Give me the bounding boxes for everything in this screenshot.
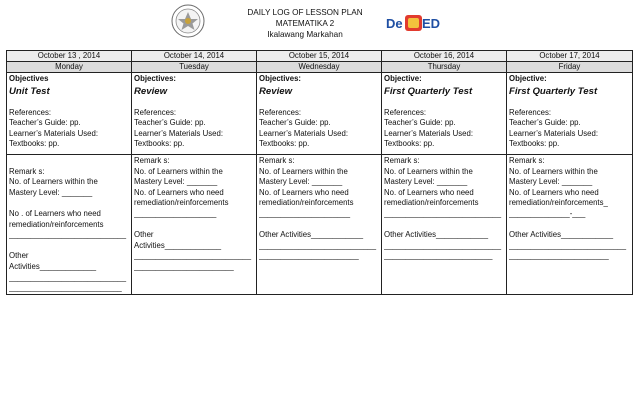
- blank-line: [509, 220, 630, 231]
- remarks-cell: [132, 155, 257, 295]
- remark-line: No. of Learners within the: [9, 177, 98, 187]
- remark-line: Mastery Level: _______: [9, 187, 93, 197]
- remark-line: No . of Learners who need: [9, 208, 101, 218]
- day-cell: Friday: [507, 62, 633, 73]
- remark-line: Remark s:: [384, 156, 420, 165]
- remark-line: No. of Learners within the: [259, 166, 348, 176]
- remark-line: remediation/reinforcements: [384, 198, 479, 208]
- blank-line: [259, 220, 379, 231]
- date-cell: October 13 , 2014: [7, 51, 132, 62]
- objectives-cell: [257, 73, 382, 155]
- blank-line: [134, 220, 254, 231]
- remark-line: No. of Learners who need: [509, 187, 599, 197]
- references-line: Learner’s Materials Used:: [9, 128, 98, 138]
- references-line: References:: [509, 107, 552, 117]
- remark-line: Mastery Level: _______: [384, 177, 468, 187]
- remark-line: Remark s:: [134, 156, 170, 165]
- references-line: Learner’s Materials Used:: [509, 128, 598, 138]
- objective-title: Unit Test: [9, 85, 50, 97]
- remark-line: ___________________: [134, 208, 217, 218]
- date-cell: October 17, 2014: [507, 51, 633, 62]
- remark-line: Mastery Level: _______: [509, 177, 593, 187]
- objectives-cell: [7, 73, 132, 155]
- deped-logo-icon: [385, 12, 443, 34]
- remark-line: remediation/reinforcements_: [509, 198, 608, 208]
- references-line: Learner’s Materials Used:: [259, 128, 348, 138]
- day-cell: Monday: [7, 62, 132, 73]
- remarks-cell: [507, 155, 633, 295]
- remark-line: No. of Learners who need: [259, 187, 349, 197]
- remark-line: _______________________: [509, 251, 609, 261]
- remark-line: Activities_____________: [9, 261, 97, 271]
- remark-line: remediation/reinforcements: [259, 198, 354, 208]
- references-line: Textbooks: pp.: [9, 139, 60, 149]
- references-line: Textbooks: pp.: [509, 139, 560, 149]
- remarks-cell: [382, 155, 507, 295]
- objective-title: Review: [134, 85, 168, 97]
- document-titles: [205, 7, 405, 40]
- remarks-cell: [257, 155, 382, 295]
- references-line: Textbooks: pp.: [384, 139, 435, 149]
- lesson-log-table: [6, 50, 633, 295]
- remark-line: No. of Learners within the: [384, 166, 473, 176]
- objectives-label: Objectives: [9, 74, 49, 83]
- day-cell: Wednesday: [257, 62, 382, 73]
- remark-line: ___________________________: [9, 230, 127, 240]
- remark-line: Remark s:: [509, 156, 545, 165]
- references-line: Teacher’s Guide: pp.: [509, 118, 581, 128]
- deped-seal-icon: [171, 4, 205, 38]
- remark-line: No. of Learners within the: [134, 166, 223, 176]
- remark-line: No. of Learners within the: [509, 166, 598, 176]
- objective-title: First Quarterly Test: [384, 85, 473, 97]
- references-line: Learner’s Materials Used:: [384, 128, 473, 138]
- date-cell: October 14, 2014: [132, 51, 257, 62]
- remark-line: _______________________: [259, 251, 359, 261]
- remark-line: Other Activities____________: [259, 230, 364, 240]
- objectives-cell: [382, 73, 507, 155]
- blank-line: [384, 220, 504, 231]
- remark-line: __________________________: [9, 283, 122, 293]
- references-line: References:: [9, 107, 52, 117]
- objectives-row: [7, 73, 633, 155]
- remark-line: _____________________: [259, 208, 351, 218]
- blank-line: [9, 241, 129, 252]
- references-line: Textbooks: pp.: [259, 139, 310, 149]
- remark-line: ______________-___: [509, 208, 586, 218]
- blank-line: [9, 198, 129, 209]
- page-header: [0, 0, 638, 50]
- references-line: Textbooks: pp.: [134, 139, 185, 149]
- remark-line: ___________________________: [259, 240, 377, 250]
- remarks-cell: [7, 155, 132, 295]
- references-line: References:: [259, 107, 302, 117]
- remark-line: ___________________________: [9, 272, 127, 282]
- objective-title: First Quarterly Test: [509, 85, 598, 97]
- days-row: [7, 62, 633, 73]
- objectives-label: Objectives:: [259, 74, 302, 83]
- date-cell: October 15, 2014: [257, 51, 382, 62]
- day-cell: Thursday: [382, 62, 507, 73]
- remark-line: ___________________________: [509, 240, 627, 250]
- references-line: Teacher’s Guide: pp.: [259, 118, 331, 128]
- objective-title: Review: [259, 85, 293, 97]
- remark-line: Remark s:: [259, 156, 295, 165]
- remark-line: ___________________________: [134, 251, 252, 261]
- remark-line: No. of Learners who need: [134, 187, 224, 197]
- svg-text:De: De: [386, 16, 403, 31]
- references-line: Learner’s Materials Used:: [134, 128, 223, 138]
- doc-quarter: Ikalawang Markahan: [267, 30, 343, 39]
- remark-line: remediation/reinforcements: [134, 198, 229, 208]
- objectives-cell: [507, 73, 633, 155]
- doc-subject: MATEMATIKA 2: [275, 19, 335, 28]
- remark-line: No. of Learners who need: [384, 187, 474, 197]
- objectives-label: Objective:: [384, 74, 422, 83]
- remark-line: Other: [9, 251, 29, 261]
- date-cell: October 16, 2014: [382, 51, 507, 62]
- references-line: References:: [384, 107, 427, 117]
- remark-line: remediation/reinforcements: [9, 219, 104, 229]
- doc-title: DAILY LOG OF LESSON PLAN: [247, 8, 363, 17]
- remark-line: ___________________________: [384, 240, 502, 250]
- remark-line: _______________________: [134, 261, 234, 271]
- references-line: Teacher’s Guide: pp.: [384, 118, 456, 128]
- objectives-label: Objective:: [509, 74, 547, 83]
- svg-text:ED: ED: [422, 16, 441, 31]
- remark-line: _________________________: [384, 251, 493, 261]
- references-line: Teacher’s Guide: pp.: [134, 118, 206, 128]
- remark-line: Activities_____________: [134, 240, 222, 250]
- remarks-row: [7, 155, 633, 295]
- remark-line: ___________________________: [384, 208, 502, 218]
- remark-line: Other Activities____________: [509, 230, 614, 240]
- references-line: Teacher’s Guide: pp.: [9, 118, 81, 128]
- remark-line: Remark s:: [9, 166, 45, 176]
- remark-line: Mastery Level: _______: [134, 177, 218, 187]
- dates-row: [7, 51, 633, 62]
- remark-line: Mastery Level: _______: [259, 177, 343, 187]
- objectives-label: Objectives:: [134, 74, 177, 83]
- remark-line: Other: [134, 230, 154, 240]
- remark-line: Other Activities____________: [384, 230, 489, 240]
- objectives-cell: [132, 73, 257, 155]
- day-cell: Tuesday: [132, 62, 257, 73]
- blank-line: [9, 156, 129, 167]
- references-line: References:: [134, 107, 177, 117]
